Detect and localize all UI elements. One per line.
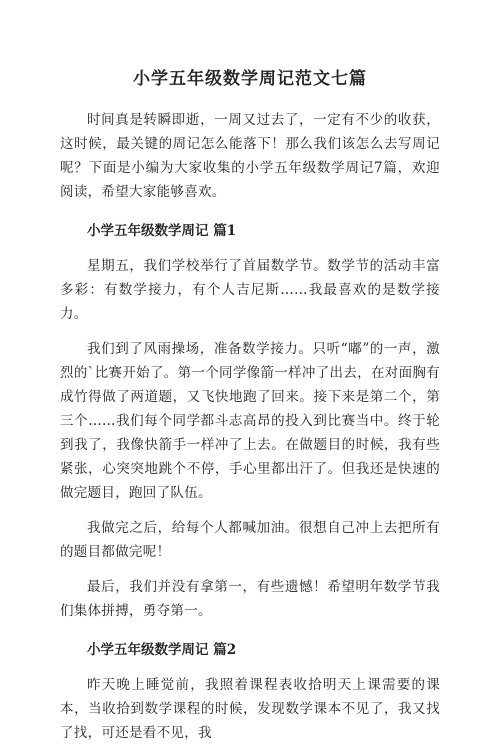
- document-title: 小学五年级数学周记范文七篇: [133, 69, 367, 89]
- section-1-paragraph-1: 星期五，我们学校举行了首届数学节。数学节的活动丰富多彩：有数学接力，有个人吉尼斯……我最喜欢的是数学接力。: [60, 258, 440, 322]
- section-heading-2: 小学五年级数学周记 篇2: [87, 642, 237, 658]
- section-heading-1: 小学五年级数学周记 篇1: [87, 223, 237, 239]
- intro-paragraph: 时间真是转瞬即逝，一周又过去了，一定有不少的收获，这时候，最关键的周记怎么能落下！那么我们该怎么去写周记呢？下面是小编为大家收集的小学五年级数学周记7篇，欢迎阅读，希望大家能够喜欢。: [60, 112, 440, 200]
- section-1-paragraph-3: 我做完之后，给每个人都喊加油。很想自己冲上去把所有的题目都做完呢！: [60, 520, 440, 560]
- section-2-paragraph-1: 昨天晚上睡觉前，我照着课程表收拾明天上课需要的课本，当收拾到数学课程的时候，发现数学课本不见了，我又找了找，可还是看不见，我: [60, 677, 440, 741]
- section-1-paragraph-4: 最后，我们并没有拿第一，有些遗憾！希望明年数学节我们集体拼搏，勇夺第一。: [60, 579, 440, 619]
- section-1-paragraph-2: 我们到了风雨操场，准备数学接力。只听“嘟”的一声，激烈的`比赛开始了。第一个同学像箭一样冲了出去，在对面胸有成竹得做了两道题，又飞快地跑了回来。接下来是第二个，第三个……我们每个同学都斗志高昂的投入到比赛当中。终于轮到我了，我像快箭手一样冲了上去。在做题目的时候，我有些紧张，心突突地跳个不停，手心里都出汗了。但我还是快速的做完题目，跑回了队伍。: [60, 341, 440, 501]
